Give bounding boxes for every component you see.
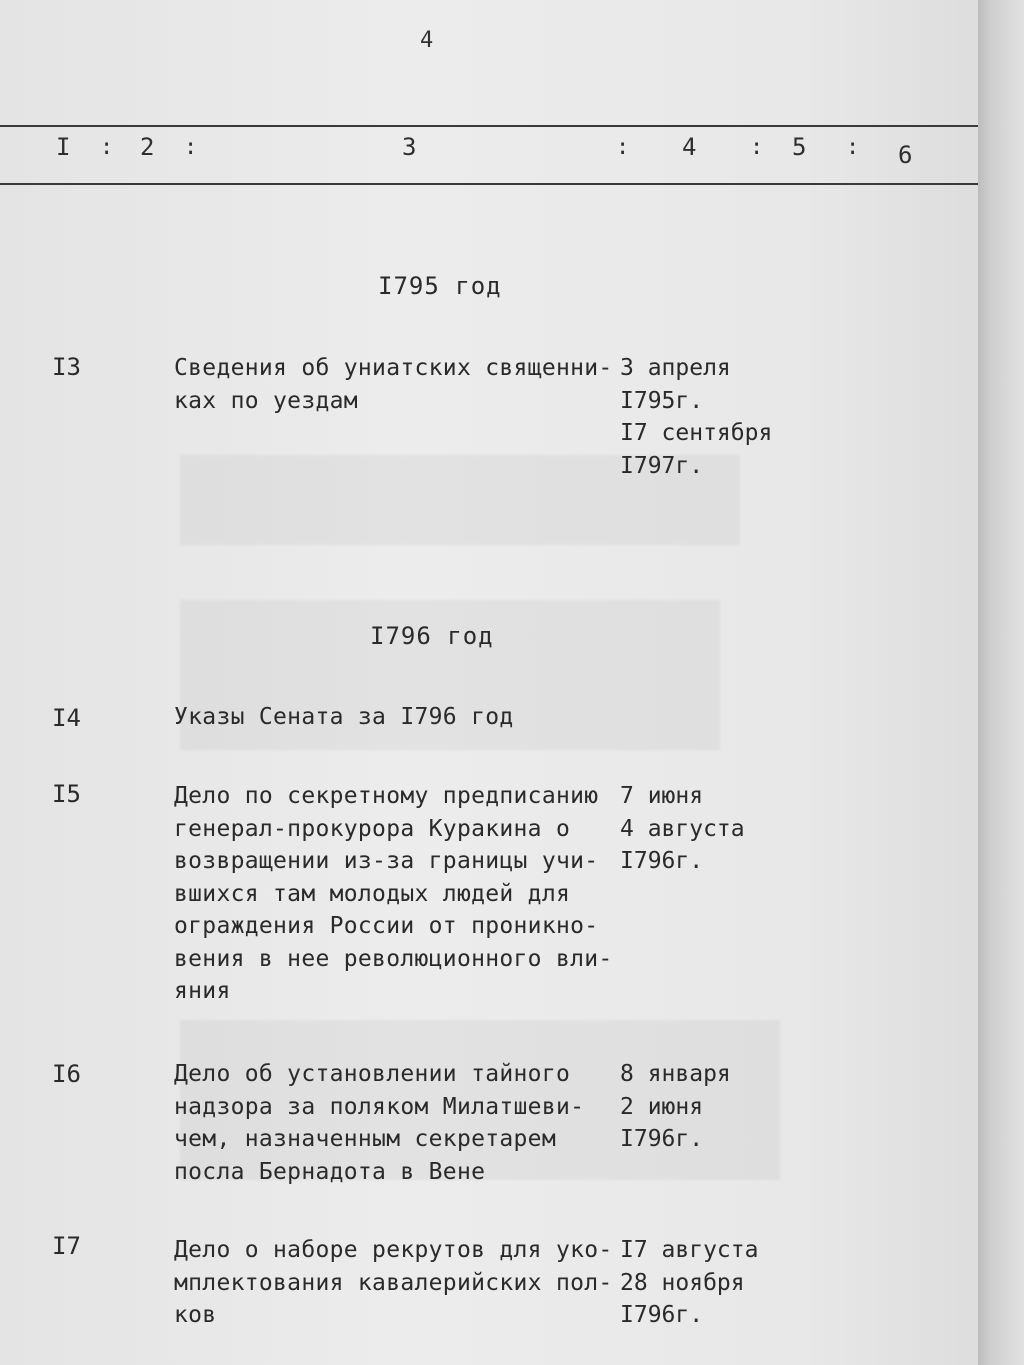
column-separator: : (750, 135, 764, 160)
entry-date-line: 8 января (620, 1061, 731, 1087)
column-number-6: 6 (898, 141, 913, 169)
entry-title: Дело по секретному предписанию генерал-прокурора Куракина о возвращении из-за границы учи- вшихся там молодых людей для ограждения России от проникно- вения в нее революционного вли- яния (174, 783, 613, 1004)
entry-title: Дело о наборе рекрутов для уко- мплектования кавалерийских пол- ков (174, 1237, 613, 1328)
entry-date-line: 4 августа (620, 815, 745, 842)
entry-title: Сведения об униатских священни- ках по уездам (174, 355, 613, 414)
column-separator: : (616, 135, 630, 160)
year-heading: I795 год (378, 272, 502, 300)
entry-number: I6 (52, 1060, 81, 1088)
entry-date-line: I7 августа (620, 1237, 759, 1263)
entry-date-line: I796г. (620, 848, 704, 874)
column-number-1: I (56, 133, 71, 161)
entry-dates (620, 780, 820, 878)
column-number-4: 4 (682, 133, 697, 161)
entry-title: Указы Сената за I796 год (174, 704, 514, 730)
page-number: 4 (420, 28, 434, 53)
entry-dates (620, 1058, 820, 1156)
column-separator: : (846, 135, 860, 160)
entry-number: I5 (52, 780, 81, 808)
entry-date-line: 2 июня (620, 1093, 704, 1120)
header-bottom-rule (0, 183, 980, 185)
entry-date-line: I796г. (620, 1126, 704, 1152)
column-number-2: 2 (140, 133, 155, 161)
entry-date-line: I797г. (620, 452, 704, 479)
entry-title: Дело об установлении тайного надзора за поляком Милатшеви- чем, назначенным секретарем посла Бернадота в Вене (174, 1061, 585, 1185)
column-separator: : (184, 135, 198, 160)
entry-dates (620, 352, 820, 482)
year-heading: I796 год (370, 622, 494, 650)
column-header-row (0, 133, 980, 173)
entry-number: I7 (52, 1232, 81, 1260)
page-edge-shadow (978, 0, 1024, 1365)
entry-date-line: I795г. (620, 387, 704, 414)
column-number-5: 5 (792, 133, 807, 161)
entry-date-line: 28 ноября (620, 1269, 745, 1296)
entry-date-line: I796г. (620, 1302, 704, 1328)
entry-date-line: I7 сентября (620, 420, 773, 446)
entry-dates (620, 1234, 820, 1332)
entry-number: I4 (52, 704, 81, 732)
entry-number: I3 (52, 353, 81, 381)
column-number-3: 3 (402, 133, 417, 161)
column-separator: : (100, 135, 114, 160)
entry-date-line: 3 апреля (620, 355, 731, 381)
entry-date-line: 7 июня (620, 783, 704, 809)
header-top-rule (0, 125, 980, 127)
